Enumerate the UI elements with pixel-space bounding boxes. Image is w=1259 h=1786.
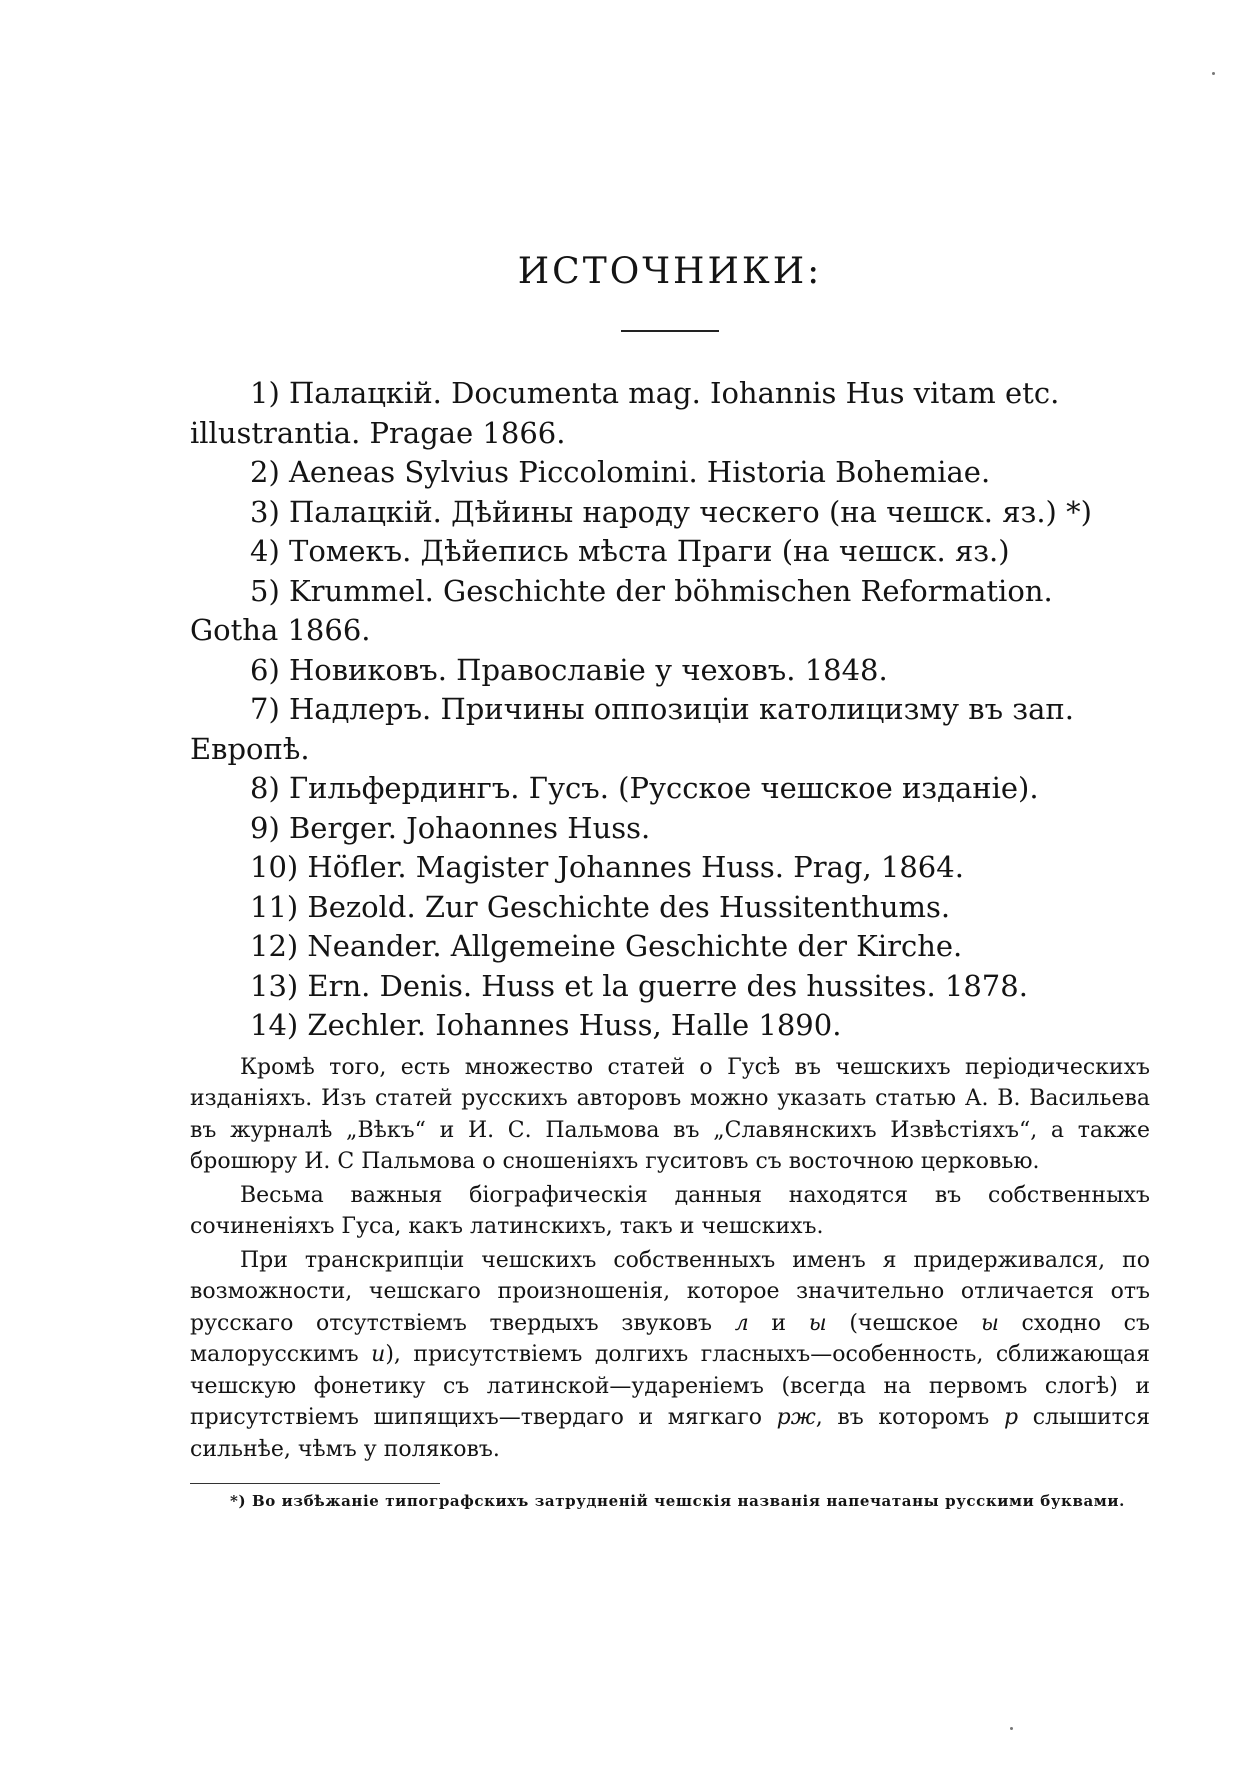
letter-r: р [1003,1405,1019,1430]
scan-speck [1010,1727,1013,1730]
letter-rzh: рж [776,1405,816,1430]
source-item: 8) Гильфердингъ. Гусъ. (Русское чешское изданіе). [250,771,1039,805]
transcription-text: При транскрипціи чешскихъ собственныхъ именъ я придерживался, по возможности, чешскаго произношенія, которое значительно отличается отъ русскаго отсутствіемъ твердыхъ звуковъ [190,1247,1150,1336]
footnote: *) Во избѣжаніе типографскихъ затрудненій чешскія названія напечатаны русскими буквами. [230,1492,1125,1510]
letter-y: ы [980,1310,999,1336]
source-item: 10) Höfler. Magister Johannes Huss. Prag, 1864. [250,850,964,884]
source-item: 13) Ern. Denis. Huss et la guerre des hussites. 1878. [250,968,1028,1003]
transcription-text: сходно съ малорусскимъ [190,1310,1150,1367]
footnote-divider [190,1483,440,1484]
transcription-text: , въ которомъ [815,1405,990,1430]
source-item: 5) Krummel. Geschichte der böhmischen Reformation. Gotha 1866. [190,573,1053,647]
source-item: 6) Новиковъ. Православіе у чеховъ. 1848. [250,652,888,687]
paragraph-periodicals: Кромѣ того, есть множество статей о Гусѣ въ чешскихъ періодическихъ изданіяхъ. Изъ статей русскихъ авторовъ можно указать статью А. В. Васильева въ журналѣ „Вѣкъ“ и И. С. Пальмова въ „Славянскихъ Извѣстіяхъ“, а также брошюру И. С Пальмова о сношеніяхъ гуситовъ съ восточною церковью. [190,1054,1150,1174]
source-item: 11) Bezold. Zur Geschichte des Hussitenthums. [250,889,951,924]
paragraph-transcription [190,1245,1150,1466]
conjunction: и [771,1310,787,1336]
source-item: 14) Zechler. Iohannes Huss, Halle 1890. [250,1008,842,1042]
source-item: 3) Палацкій. Дѣйины народу ческего (на чешск. яз.) *) [250,494,1092,529]
page-content [190,250,1150,1513]
transcription-text: (чешское [849,1310,959,1336]
transcription-text: ), присутствіемъ долгихъ гласныхъ—особенность, сближающая чешскую фонетику съ латинской—удареніемъ (всегда на первомъ слогѣ) и присутствіемъ шипящихъ—твердаго и мягкаго [190,1342,1150,1430]
transcription-text: слышится сильнѣе, чѣмъ у поляковъ. [190,1405,1151,1462]
source-item: 7) Надлеръ. Причины оппозиціи католицизму въ зап. Европѣ. [190,692,1074,766]
scan-speck [1212,72,1215,75]
paragraph-own-works: Весьма важныя біографическія данныя находятся въ собственныхъ сочиненіяхъ Гуса, какъ латинскихъ, такъ и чешскихъ. [190,1182,1150,1239]
page-title: ИСТОЧНИКИ: [517,251,823,292]
sources-list [190,374,1150,1046]
source-item: 4) Томекъ. Дѣйепись мѣста Праги (на чешск. яз.) [250,534,1010,568]
letter-y: ы [808,1310,827,1336]
title-divider [621,330,719,332]
source-item: 9) Berger. Johaonnes Huss. [250,810,651,845]
source-item: 2) Aeneas Sylvius Piccolomini. Historia Bohemiae. [250,455,991,489]
letter-l: л [734,1310,749,1336]
letter-i: и [371,1342,386,1367]
source-item: 12) Neander. Allgemeine Geschichte der Kirche. [250,929,963,963]
source-item: 1) Палацкій. Documenta mag. Iohannis Hus vitam etc. illustrantia. Pragae 1866. [190,376,1060,450]
